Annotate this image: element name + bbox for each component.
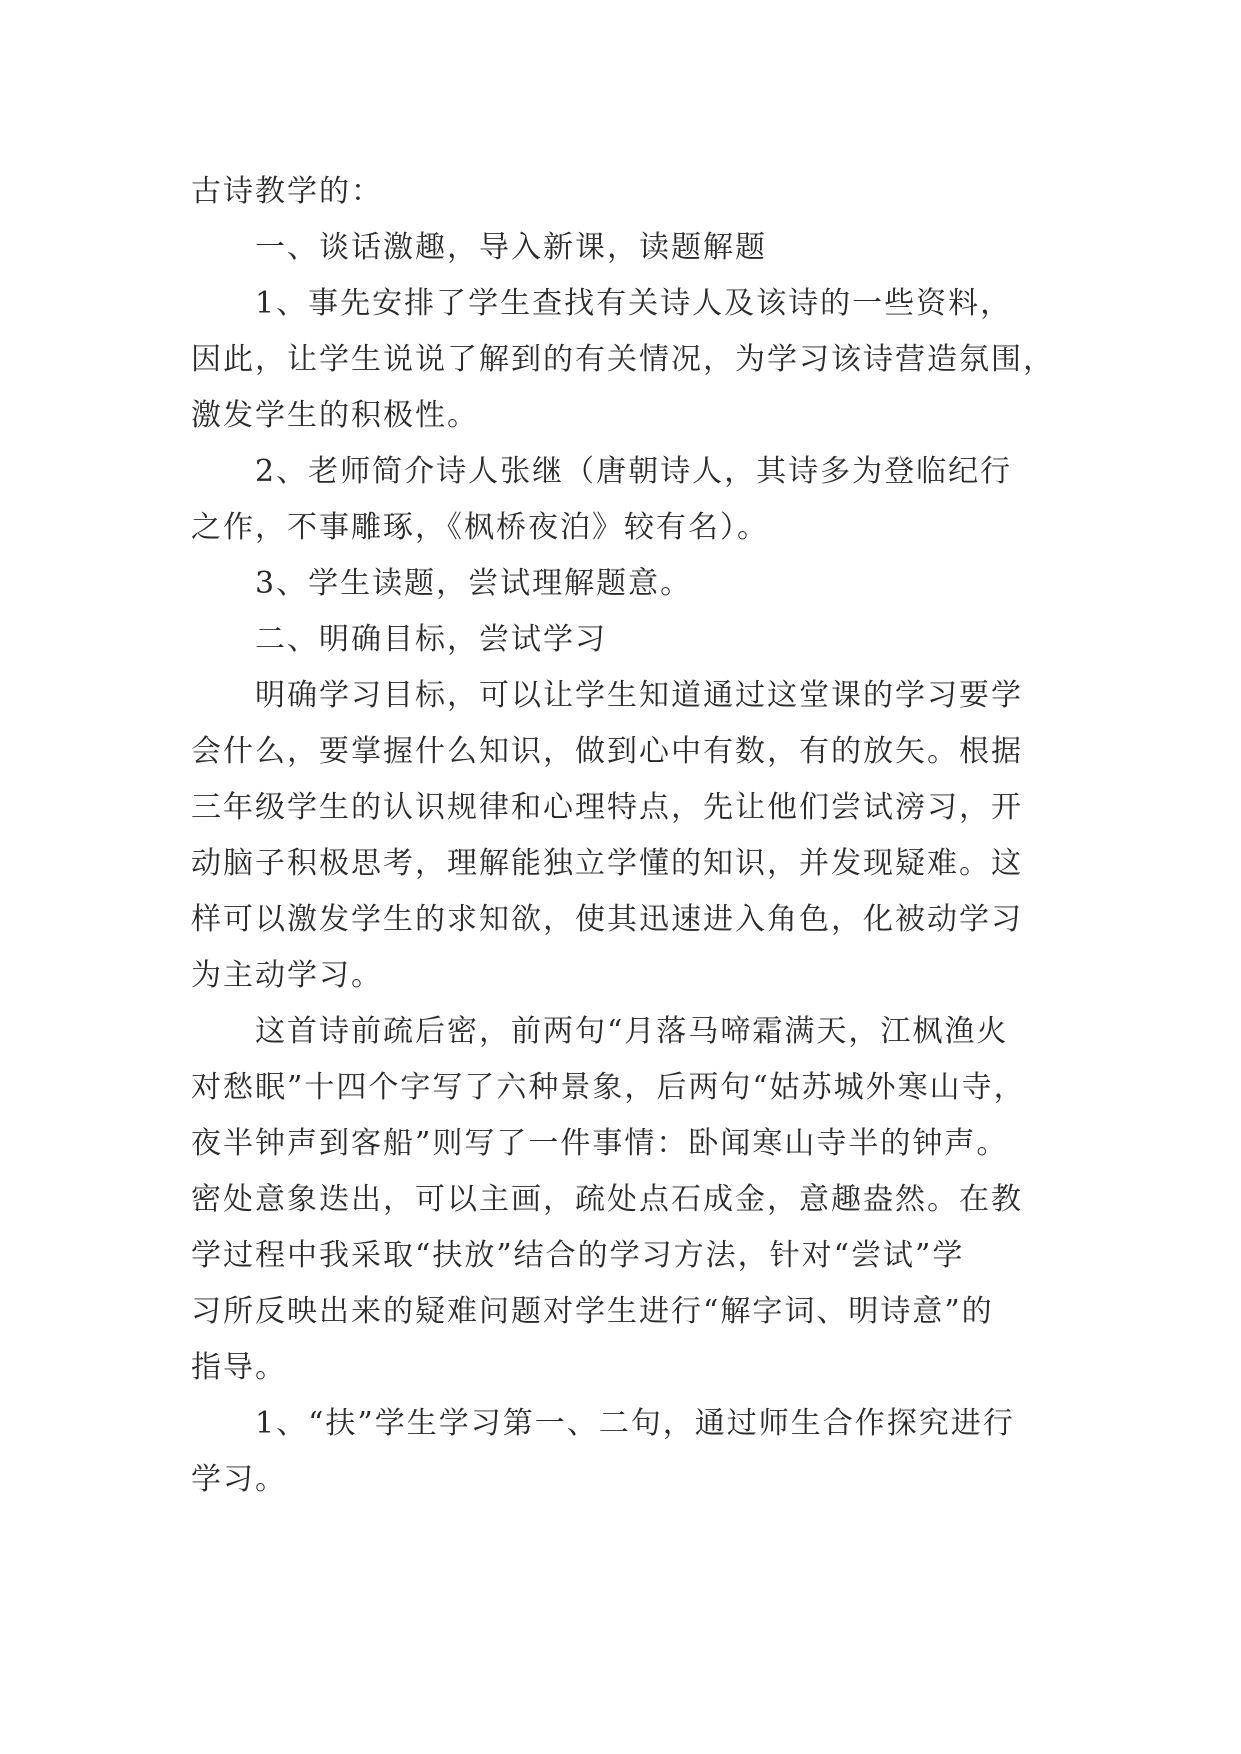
text-line: 密处意象迭出，可以主画，疏处点石成金，意趣盎然。在教 xyxy=(191,1182,1023,1217)
text-line: 古诗教学的： xyxy=(191,174,383,209)
text-line: 夜半钟声到客船”则写了一件事情：卧闻寒山寺半的钟声。 xyxy=(191,1126,1009,1161)
text-line: 因此，让学生说说了解到的有关情况，为学习该诗营造氛围， xyxy=(191,342,1055,377)
text-line: 三年级学生的认识规律和心理特点，先让他们尝试滂习，开 xyxy=(191,790,1023,825)
text-line: 明确学习目标，可以让学生知道通过这堂课的学习要学 xyxy=(255,678,1023,713)
text-line: 指导。 xyxy=(191,1350,287,1385)
text-line: 习所反映出来的疑难问题对学生进行“解字词、明诗意”的 xyxy=(191,1294,994,1329)
text-line: 激发学生的积极性。 xyxy=(191,398,479,433)
text-line: 3、学生读题，尝试理解题意。 xyxy=(255,566,693,601)
section-heading: 一、谈话激趣，导入新课，读题解题 xyxy=(255,230,767,265)
text-line: 这首诗前疏后密，前两句“月落马啼霜满天，江枫渔火 xyxy=(255,1014,1009,1049)
text-line: 样可以激发学生的求知欲，使其迅速进入角色，化被动学习 xyxy=(191,902,1023,937)
text-line: 1、事先安排了学生查找有关诗人及该诗的一些资料， xyxy=(255,286,1013,321)
text-line: 1、“扶”学生学习第一、二句，通过师生合作探究进行 xyxy=(255,1406,1015,1441)
text-line: 为主动学习。 xyxy=(191,958,383,993)
document-body xyxy=(191,164,1053,1508)
text-line: 动脑子积极思考，理解能独立学懂的知识，并发现疑难。这 xyxy=(191,846,1023,881)
text-line: 2、老师简介诗人张继（唐朝诗人，其诗多为登临纪行 xyxy=(255,454,1013,489)
text-line: 之作，不事雕琢，《枫桥夜泊》较有名）。 xyxy=(191,510,769,545)
section-heading: 二、明确目标，尝试学习 xyxy=(255,622,607,657)
text-line: 会什么，要掌握什么知识，做到心中有数，有的放矢。根据 xyxy=(191,734,1023,769)
text-line: 对愁眠”十四个字写了六种景象，后两句“姑苏城外寒山寺， xyxy=(191,1070,1026,1105)
text-line: 学习。 xyxy=(191,1462,287,1497)
text-line: 学过程中我采取“扶放”结合的学习方法，针对“尝试”学 xyxy=(191,1238,965,1273)
